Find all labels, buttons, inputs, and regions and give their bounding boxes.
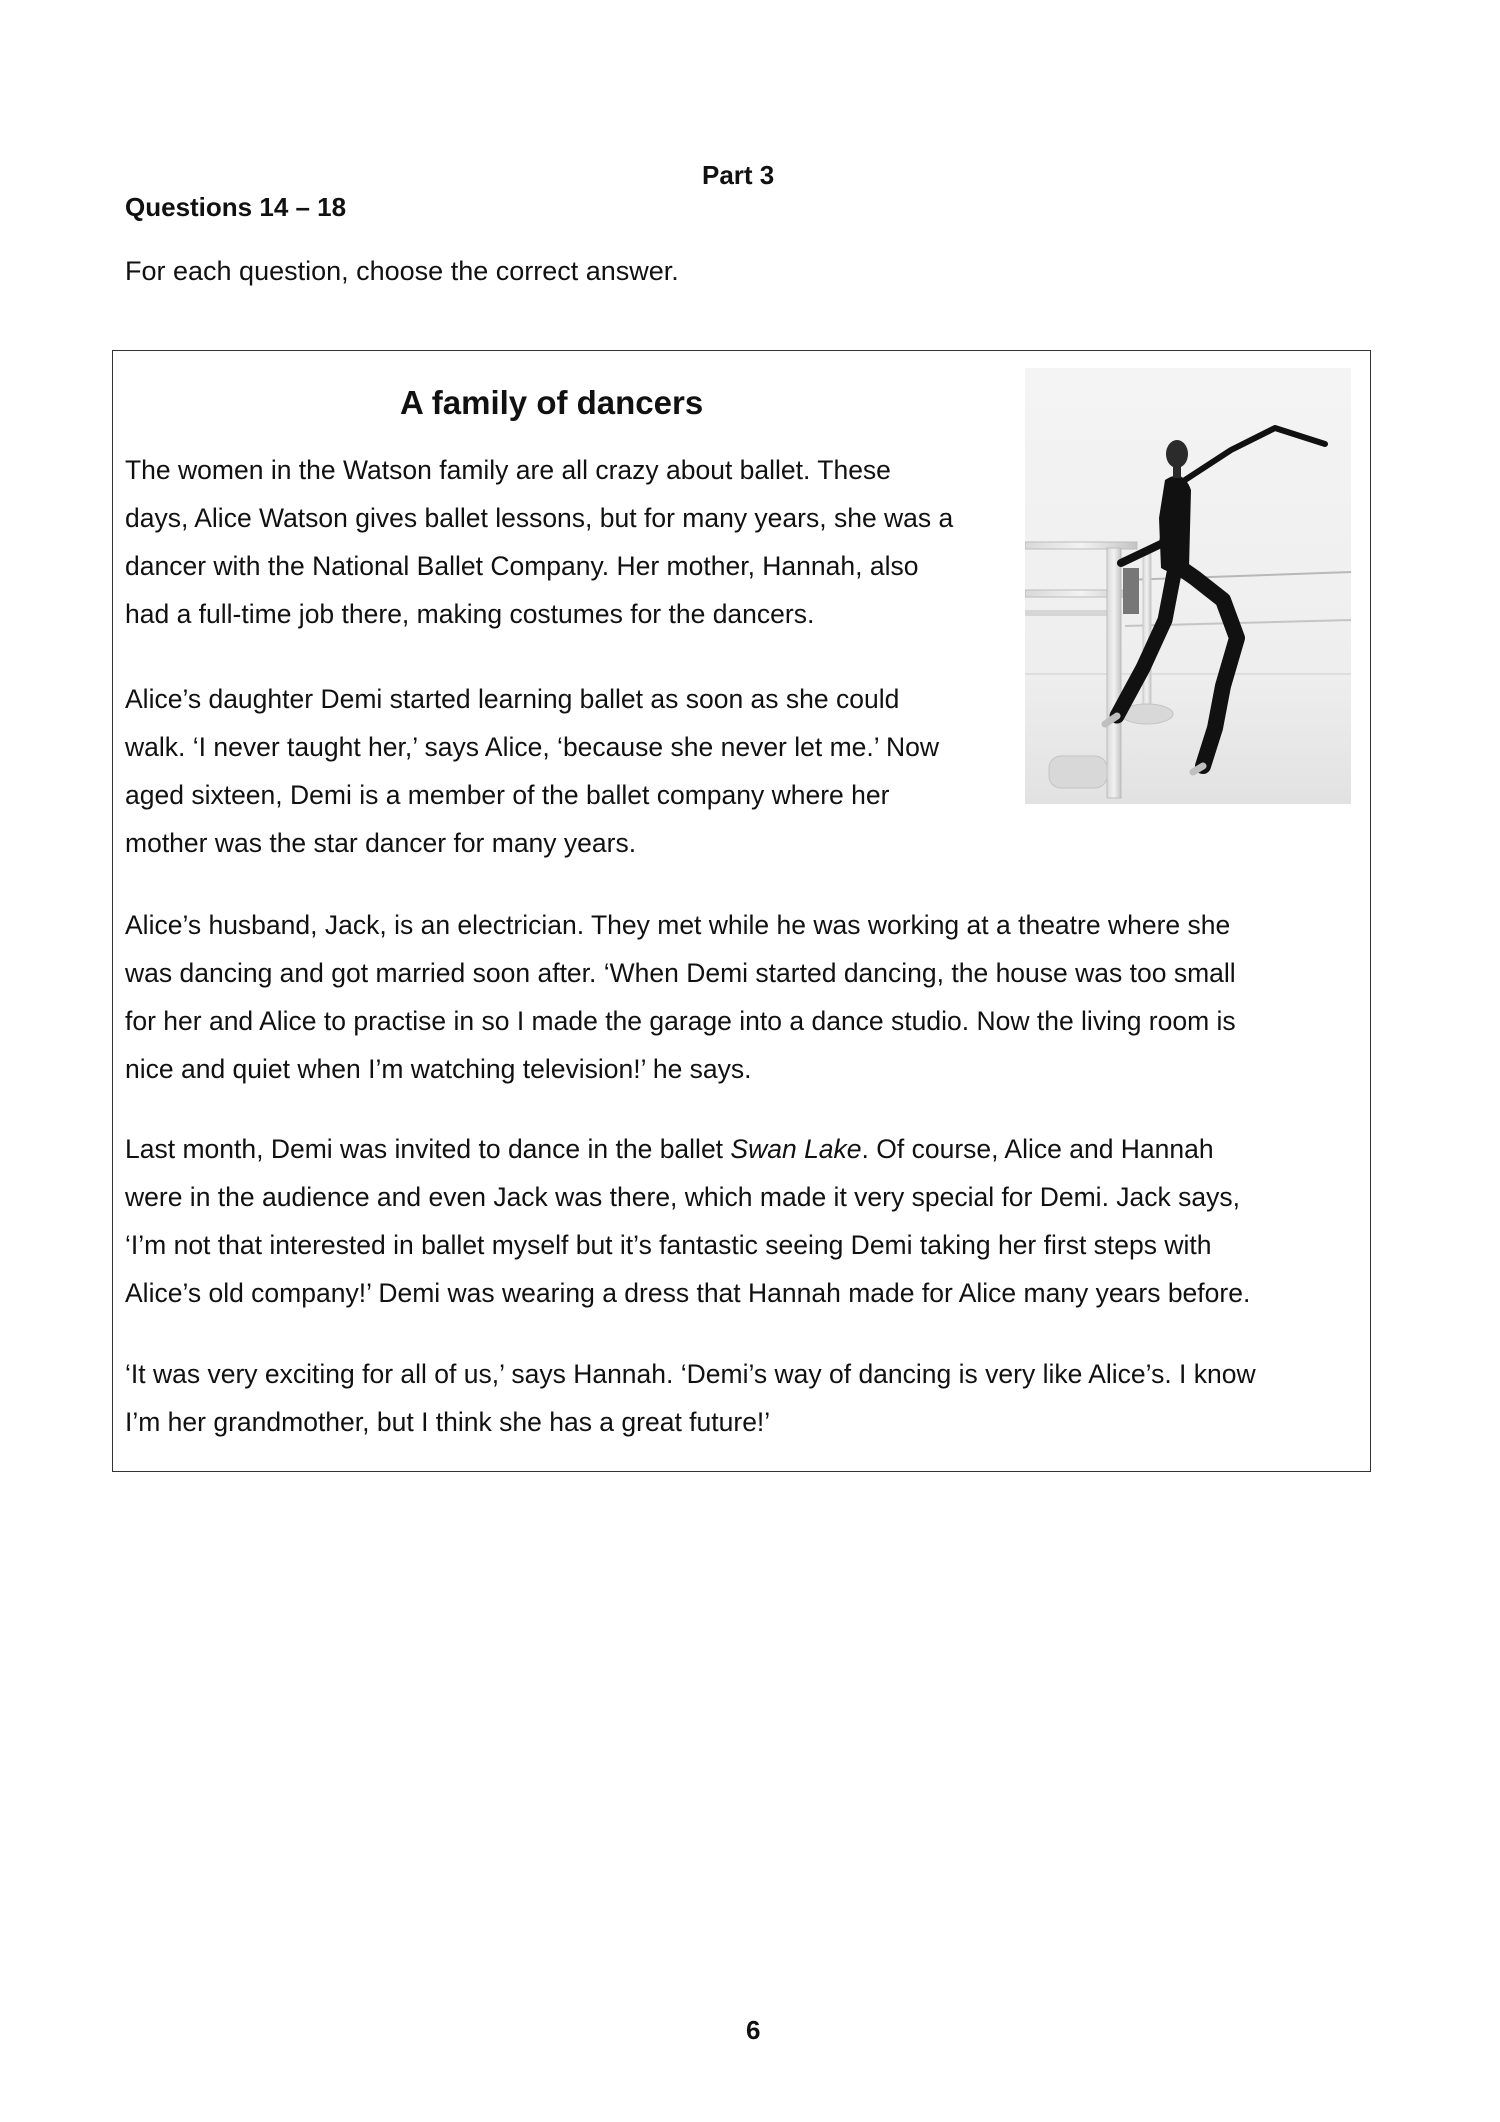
paragraph-line: aged sixteen, Demi is a member of the ballet company where her	[125, 780, 890, 810]
paragraph-line: Alice’s husband, Jack, is an electrician. They met while he was working at a theatre where she	[125, 910, 1231, 940]
paragraph-line: was dancing and got married soon after. ‘When Demi started dancing, the house was too small	[125, 958, 1236, 988]
passage-title: A family of dancers	[400, 384, 704, 421]
passage-paragraph-2	[125, 675, 939, 867]
paragraph-line: mother was the star dancer for many years.	[125, 828, 637, 858]
page-number: 6	[746, 2015, 761, 2045]
passage-paragraph-1	[125, 446, 953, 638]
paragraph-line: Alice’s daughter Demi started learning ballet as soon as she could	[125, 684, 900, 714]
paragraph-line: Alice’s old company!’ Demi was wearing a dress that Hannah made for Alice many years before.	[125, 1278, 1251, 1308]
paragraph-line: I’m her grandmother, but I think she has a great future!’	[125, 1407, 771, 1437]
instructions-text: For each question, choose the correct answer.	[125, 256, 679, 286]
paragraph-line: The women in the Watson family are all crazy about ballet. These	[125, 455, 891, 485]
paragraph-line: days, Alice Watson gives ballet lessons, but for many years, she was a	[125, 503, 954, 533]
part-label: Part 3	[702, 160, 775, 190]
paragraph-line: Last month, Demi was invited to dance in the ballet Swan Lake. Of course, Alice and Hannah	[125, 1134, 1214, 1164]
paragraph-line: were in the audience and even Jack was there, which made it very special for Demi. Jack says,	[125, 1182, 1240, 1212]
questions-range-label: Questions 14 – 18	[125, 192, 347, 222]
paragraph-line: ‘It was very exciting for all of us,’ says Hannah. ‘Demi’s way of dancing is very like Alice’s. I know	[125, 1359, 1256, 1389]
ballet-title-swan-lake: Swan Lake	[730, 1134, 862, 1164]
ballet-dancer-photo	[1025, 368, 1351, 804]
paragraph-line: nice and quiet when I’m watching television!’ he says.	[125, 1054, 752, 1084]
paragraph-line: walk. ‘I never taught her,’ says Alice, ‘because she never let me.’ Now	[125, 732, 940, 762]
passage-paragraph-5	[125, 1350, 1256, 1446]
passage-paragraph-4	[125, 1125, 1250, 1317]
paragraph-line: dancer with the National Ballet Company. Her mother, Hannah, also	[125, 551, 919, 581]
paragraph-line: for her and Alice to practise in so I made the garage into a dance studio. Now the living room is	[125, 1006, 1236, 1036]
paragraph-line: ‘I’m not that interested in ballet myself but it’s fantastic seeing Demi taking her first steps with	[125, 1230, 1212, 1260]
passage-paragraph-3	[125, 901, 1236, 1093]
paragraph-line: had a full-time job there, making costumes for the dancers.	[125, 599, 815, 629]
